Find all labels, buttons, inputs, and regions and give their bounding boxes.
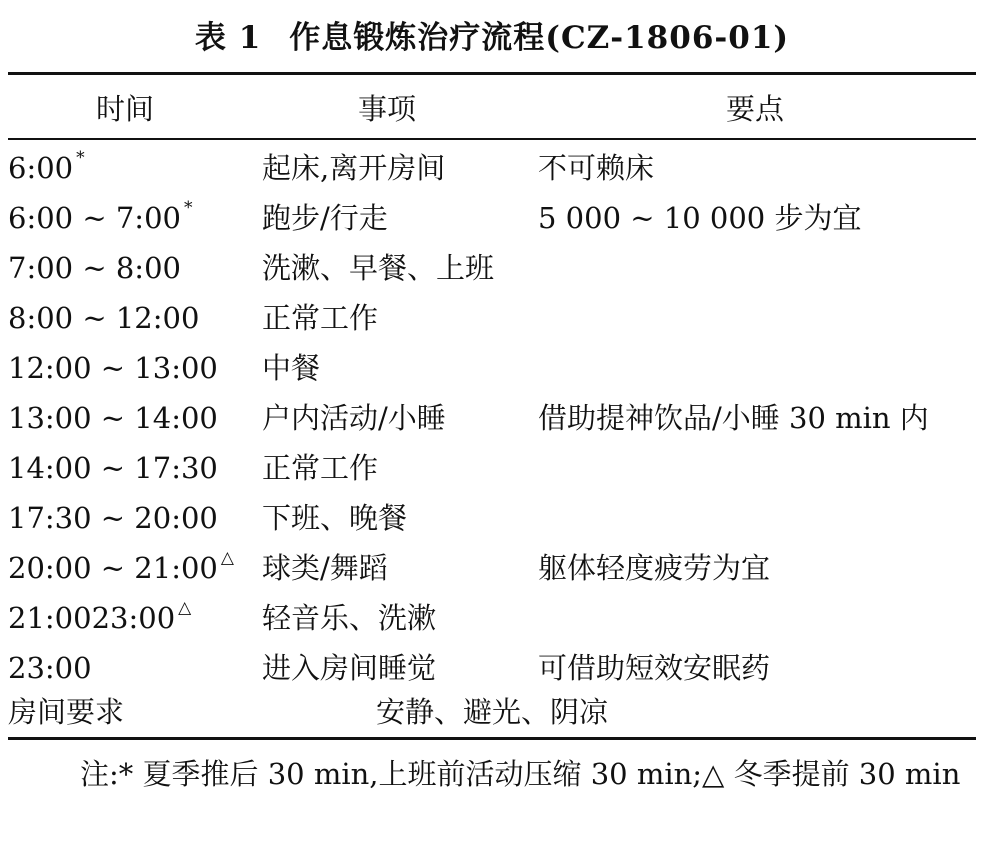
room-requirement-row [0, 690, 984, 734]
table-caption [0, 12, 984, 57]
footnote-text: 注:* 夏季推后 30 min,上班前活动压缩 30 min;△ 冬季提前 30 min [80, 757, 961, 791]
table-row [0, 343, 984, 393]
table-title: 作息锻炼治疗流程(CZ-1806-01) [289, 20, 790, 56]
row-point: 不可赖床 [538, 151, 655, 185]
row-point: 借助提神饮品/小睡 30 min 内 [538, 401, 929, 435]
row-item: 中餐 [262, 351, 321, 385]
row-time: 6:00 ~ 7:00 * [8, 198, 193, 235]
table-row [0, 443, 984, 493]
room-requirement-label: 房间要求 [8, 695, 125, 729]
row-item: 起床,离开房间 [262, 151, 446, 185]
table-row [0, 543, 984, 593]
row-mark: △ [220, 548, 234, 568]
row-item: 下班、晚餐 [262, 501, 408, 535]
row-item: 球类/舞蹈 [262, 551, 388, 585]
row-item: 正常工作 [262, 451, 379, 485]
row-time: 6:00 * [8, 148, 85, 185]
room-requirement-value: 安静、避光、阴凉 [376, 695, 609, 729]
header-rule [8, 138, 976, 140]
table-body [0, 143, 984, 693]
row-mark: * [76, 148, 85, 168]
row-time: 21:0023:00 △ [8, 598, 192, 635]
row-item: 洗漱、早餐、上班 [262, 251, 495, 285]
row-time: 12:00 ~ 13:00 [8, 351, 218, 385]
row-item: 进入房间睡觉 [262, 651, 437, 685]
row-mark: * [183, 198, 193, 218]
row-mark: △ [178, 598, 192, 618]
row-time: 7:00 ~ 8:00 [8, 251, 181, 285]
table-row [0, 393, 984, 443]
table-row [0, 193, 984, 243]
table-row [0, 143, 984, 193]
row-point: 可借助短效安眠药 [538, 651, 771, 685]
row-item: 轻音乐、洗漱 [262, 601, 437, 635]
table-row [0, 643, 984, 693]
row-item: 跑步/行走 [262, 201, 388, 235]
row-item: 户内活动/小睡 [262, 401, 446, 435]
table-row [0, 243, 984, 293]
table-number: 表 1 [194, 20, 262, 56]
table-row [0, 593, 984, 643]
row-time: 8:00 ~ 12:00 [8, 301, 200, 335]
table-footnote [8, 748, 976, 800]
row-time: 20:00 ~ 21:00 △ [8, 548, 234, 585]
row-point: 躯体轻度疲劳为宜 [538, 551, 771, 585]
header-item: 事项 [358, 92, 417, 126]
header-point: 要点 [726, 92, 785, 126]
row-time: 23:00 [8, 651, 92, 685]
row-time: 13:00 ~ 14:00 [8, 401, 218, 435]
table-row [0, 493, 984, 543]
table-header [0, 87, 984, 127]
table-row [0, 293, 984, 343]
row-time: 17:30 ~ 20:00 [8, 501, 218, 535]
row-item: 正常工作 [262, 301, 379, 335]
row-point: 5 000 ~ 10 000 步为宜 [538, 201, 862, 235]
header-time: 时间 [96, 92, 155, 126]
top-rule [8, 72, 976, 75]
bottom-rule [8, 737, 976, 740]
row-time: 14:00 ~ 17:30 [8, 451, 218, 485]
